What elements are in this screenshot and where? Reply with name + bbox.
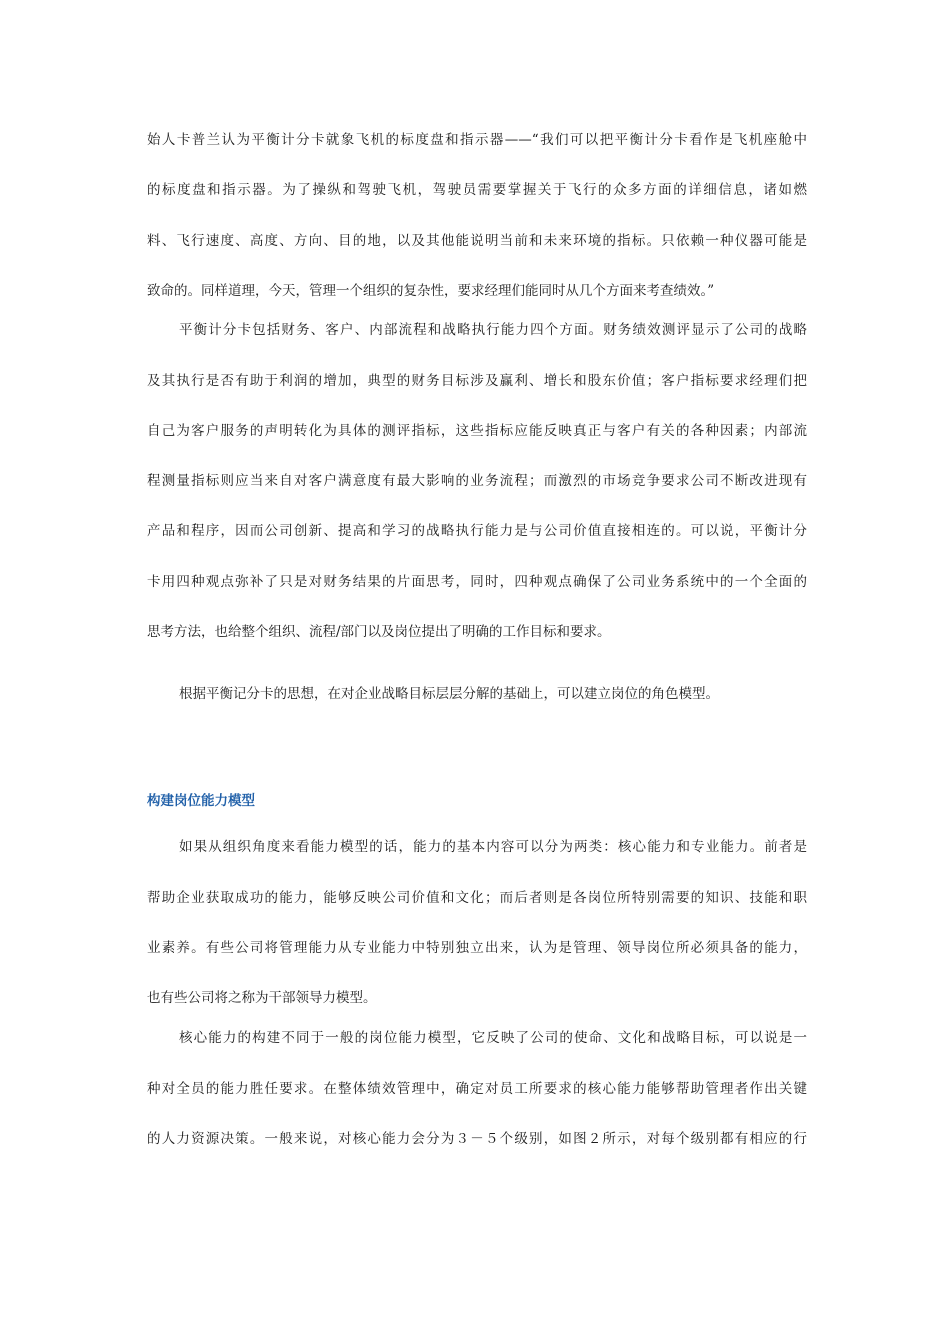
paragraph-line: 始人卡普兰认为平衡计分卡就象飞机的标度盘和指示器——“我们可以把平衡计分卡看作是飞机座舱中 [147,132,807,148]
paragraph-line: 的标度盘和指示器。为了操纵和驾驶飞机，驾驶员需要掌握关于飞行的众多方面的详细信息，诸如燃 [147,182,807,198]
paragraph-line: 根据平衡记分卡的思想，在对企业战略目标层层分解的基础上，可以建立岗位的角色模型。 [179,686,719,702]
paragraph-line: 种对全员的能力胜任要求。在整体绩效管理中，确定对员工所要求的核心能力能够帮助管理者作出关键 [147,1081,807,1097]
paragraph-line: 产品和程序，因而公司创新、提高和学习的战略执行能力是与公司价值直接相连的。可以说，平衡计分 [147,523,807,539]
paragraph-line: 思考方法，也给整个组织、流程/部门以及岗位提出了明确的工作目标和要求。 [147,624,611,640]
paragraph-line: 帮助企业获取成功的能力，能够反映公司价值和文化；而后者则是各岗位所特别需要的知识、技能和职 [147,890,807,906]
paragraph-line: 如果从组织角度来看能力模型的话，能力的基本内容可以分为两类：核心能力和专业能力。前者是 [179,839,807,855]
paragraph-line: 自己为客户服务的声明转化为具体的测评指标，这些指标应能反映真正与客户有关的各种因素；内部流 [147,423,807,439]
paragraph-line: 也有些公司将之称为干部领导力模型。 [147,990,377,1006]
paragraph-line: 业素养。有些公司将管理能力从专业能力中特别独立出来，认为是管理、领导岗位所必须具备的能力， [147,940,807,956]
section-heading: 构建岗位能力模型 [147,793,255,809]
paragraph-line: 卡用四种观点弥补了只是对财务结果的片面思考，同时，四种观点确保了公司业务系统中的一个全面的 [147,574,807,590]
paragraph-line: 程测量指标则应当来自对客户满意度有最大影响的业务流程；而激烈的市场竞争要求公司不断改进现有 [147,473,807,489]
paragraph-line: 及其执行是否有助于利润的增加，典型的财务目标涉及赢利、增长和股东价值；客户指标要求经理们把 [147,373,807,389]
paragraph-line: 平衡计分卡包括财务、客户、内部流程和战略执行能力四个方面。财务绩效测评显示了公司的战略 [179,322,807,338]
paragraph-line: 料、飞行速度、高度、方向、目的地，以及其他能说明当前和未来环境的指标。只依赖一种仪器可能是 [147,233,807,249]
paragraph-line: 致命的。同样道理，今天，管理一个组织的复杂性，要求经理们能同时从几个方面来考查绩效。” [147,283,715,299]
paragraph-line: 核心能力的构建不同于一般的岗位能力模型，它反映了公司的使命、文化和战略目标，可以说是一 [179,1030,807,1046]
paragraph-line: 的人力资源决策。一般来说，对核心能力会分为３－５个级别，如图２所示，对每个级别都有相应的行 [147,1131,807,1147]
